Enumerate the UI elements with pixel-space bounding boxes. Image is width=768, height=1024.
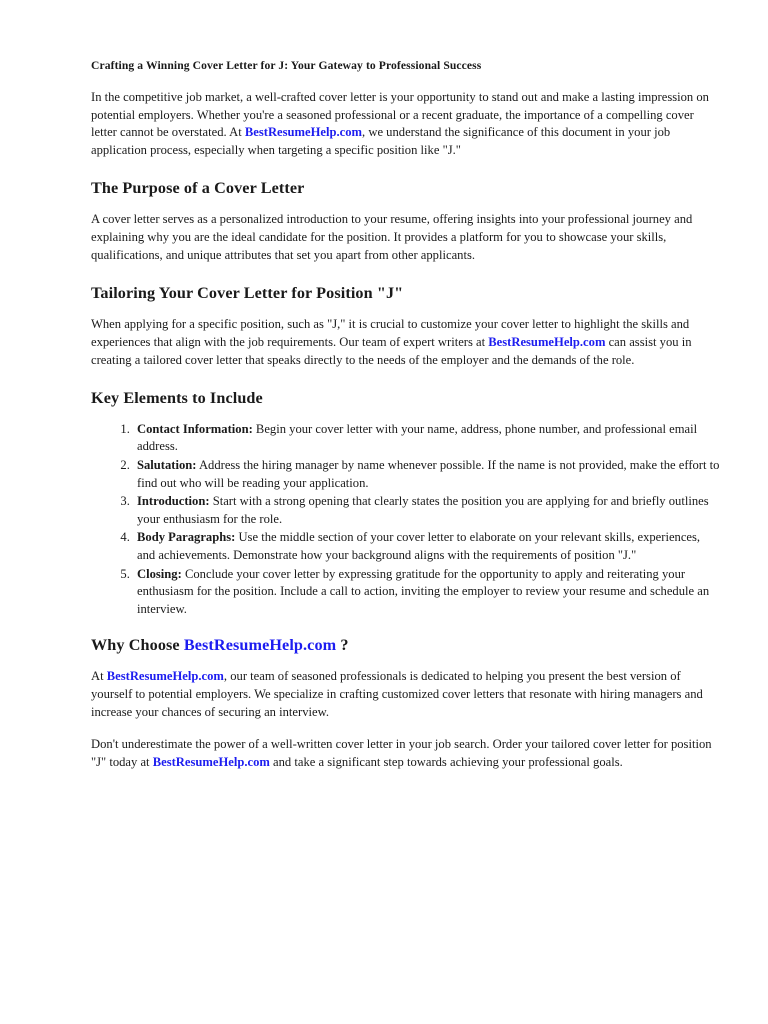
heading-tailoring: Tailoring Your Cover Letter for Position "J" (91, 283, 404, 302)
brand-link-why-choose[interactable]: BestResumeHelp.com (183, 636, 337, 655)
heading-purpose: The Purpose of a Cover Letter (91, 179, 305, 198)
intro-paragraph (91, 89, 721, 161)
why-choose-p2-before-link: Don't underestimate the power of a well-written cover letter in your job search. Order your tailored cover letter for position "J" today at (91, 736, 712, 769)
list-item (133, 493, 721, 529)
brand-link-tailoring[interactable]: BestResumeHelp.com (488, 334, 606, 349)
brand-link-why-choose-p2[interactable]: BestResumeHelp.com (152, 754, 270, 769)
tailoring-paragraph (91, 316, 721, 370)
list-item (133, 529, 721, 565)
list-item-term: Contact Information: (137, 421, 253, 436)
document-content (91, 58, 721, 786)
list-item (133, 566, 721, 620)
heading-why-choose-prefix: Why Choose (91, 636, 184, 655)
list-item (133, 421, 721, 457)
tailoring-text-after-link: can assist you in creating a tailored cover letter that speaks directly to the needs of the employer and the demands of the role. (91, 334, 692, 367)
why-choose-p2-after-link: and take a significant step towards achieving your professional goals. (269, 754, 623, 769)
brand-link-why-choose-p1[interactable]: BestResumeHelp.com (106, 669, 224, 684)
list-item-text: Conclude your cover letter by expressing gratitude for the opportunity to apply and reiterating your enthusiasm for the position. Include a call to action, inviting the employer to review your resume and schedule an interview. (137, 566, 710, 617)
intro-text-before-link: In the competitive job market, a well-crafted cover letter is your opportunity to stand out and make a lasting impression on potential employers. Whether you're a seasoned professional or a recent graduate, the importance of a compelling cover letter cannot be overstated. At (91, 89, 709, 140)
document-title: Crafting a Winning Cover Letter for J: Your Gateway to Professional Success (91, 59, 482, 72)
brand-link-intro[interactable]: BestResumeHelp.com (244, 125, 363, 140)
heading-why-choose (91, 635, 721, 656)
key-elements-list (91, 421, 721, 620)
list-item-term: Body Paragraphs: (137, 530, 236, 545)
heading-key-elements: Key Elements to Include (91, 388, 263, 407)
why-choose-p1-after-link: , our team of seasoned professionals is dedicated to helping you present the best version of yourself to potential employers. We specialize in crafting customized cover letters that resonate with hiring managers and increase your chances of securing an interview. (91, 669, 703, 720)
list-item-text: Use the middle section of your cover letter to elaborate on your relevant skills, experiences, and achievements. Demonstrate how your background aligns with the requirements of position "J." (137, 530, 701, 563)
list-item-term: Closing: (137, 566, 182, 581)
list-item-term: Introduction: (137, 494, 210, 509)
list-item-text: Start with a strong opening that clearly states the position you are applying for and briefly outlines your enthusiasm for the role. (137, 494, 709, 526)
list-item-term: Salutation: (137, 457, 197, 472)
tailoring-text-before-link: When applying for a specific position, such as "J," it is crucial to customize your cover letter to highlight the skills and experiences that align with the job requirements. Our team of expert writers at (91, 316, 690, 349)
list-item-text: Begin your cover letter with your name, address, phone number, and professional email address. (137, 421, 698, 454)
why-choose-paragraph-1 (91, 668, 721, 722)
purpose-paragraph: A cover letter serves as a personalized introduction to your resume, offering insights into your professional journey and explaining why you are the ideal candidate for the position. It provides a platform for you to showcase your skills, qualifications, and unique attributes that set you apart from other applicants. (91, 212, 693, 262)
list-item (133, 457, 721, 493)
heading-why-choose-suffix: ? (336, 636, 349, 655)
list-item-text: Address the hiring manager by name whenever possible. If the name is not provided, make the effort to find out who will be reading your application. (137, 457, 720, 490)
why-choose-paragraph-2 (91, 736, 721, 772)
intro-text-after-link: , we understand the significance of this document in your job application process, especially when targeting a specific position like "J." (91, 125, 671, 158)
why-choose-p1-before-link: At (91, 669, 107, 684)
